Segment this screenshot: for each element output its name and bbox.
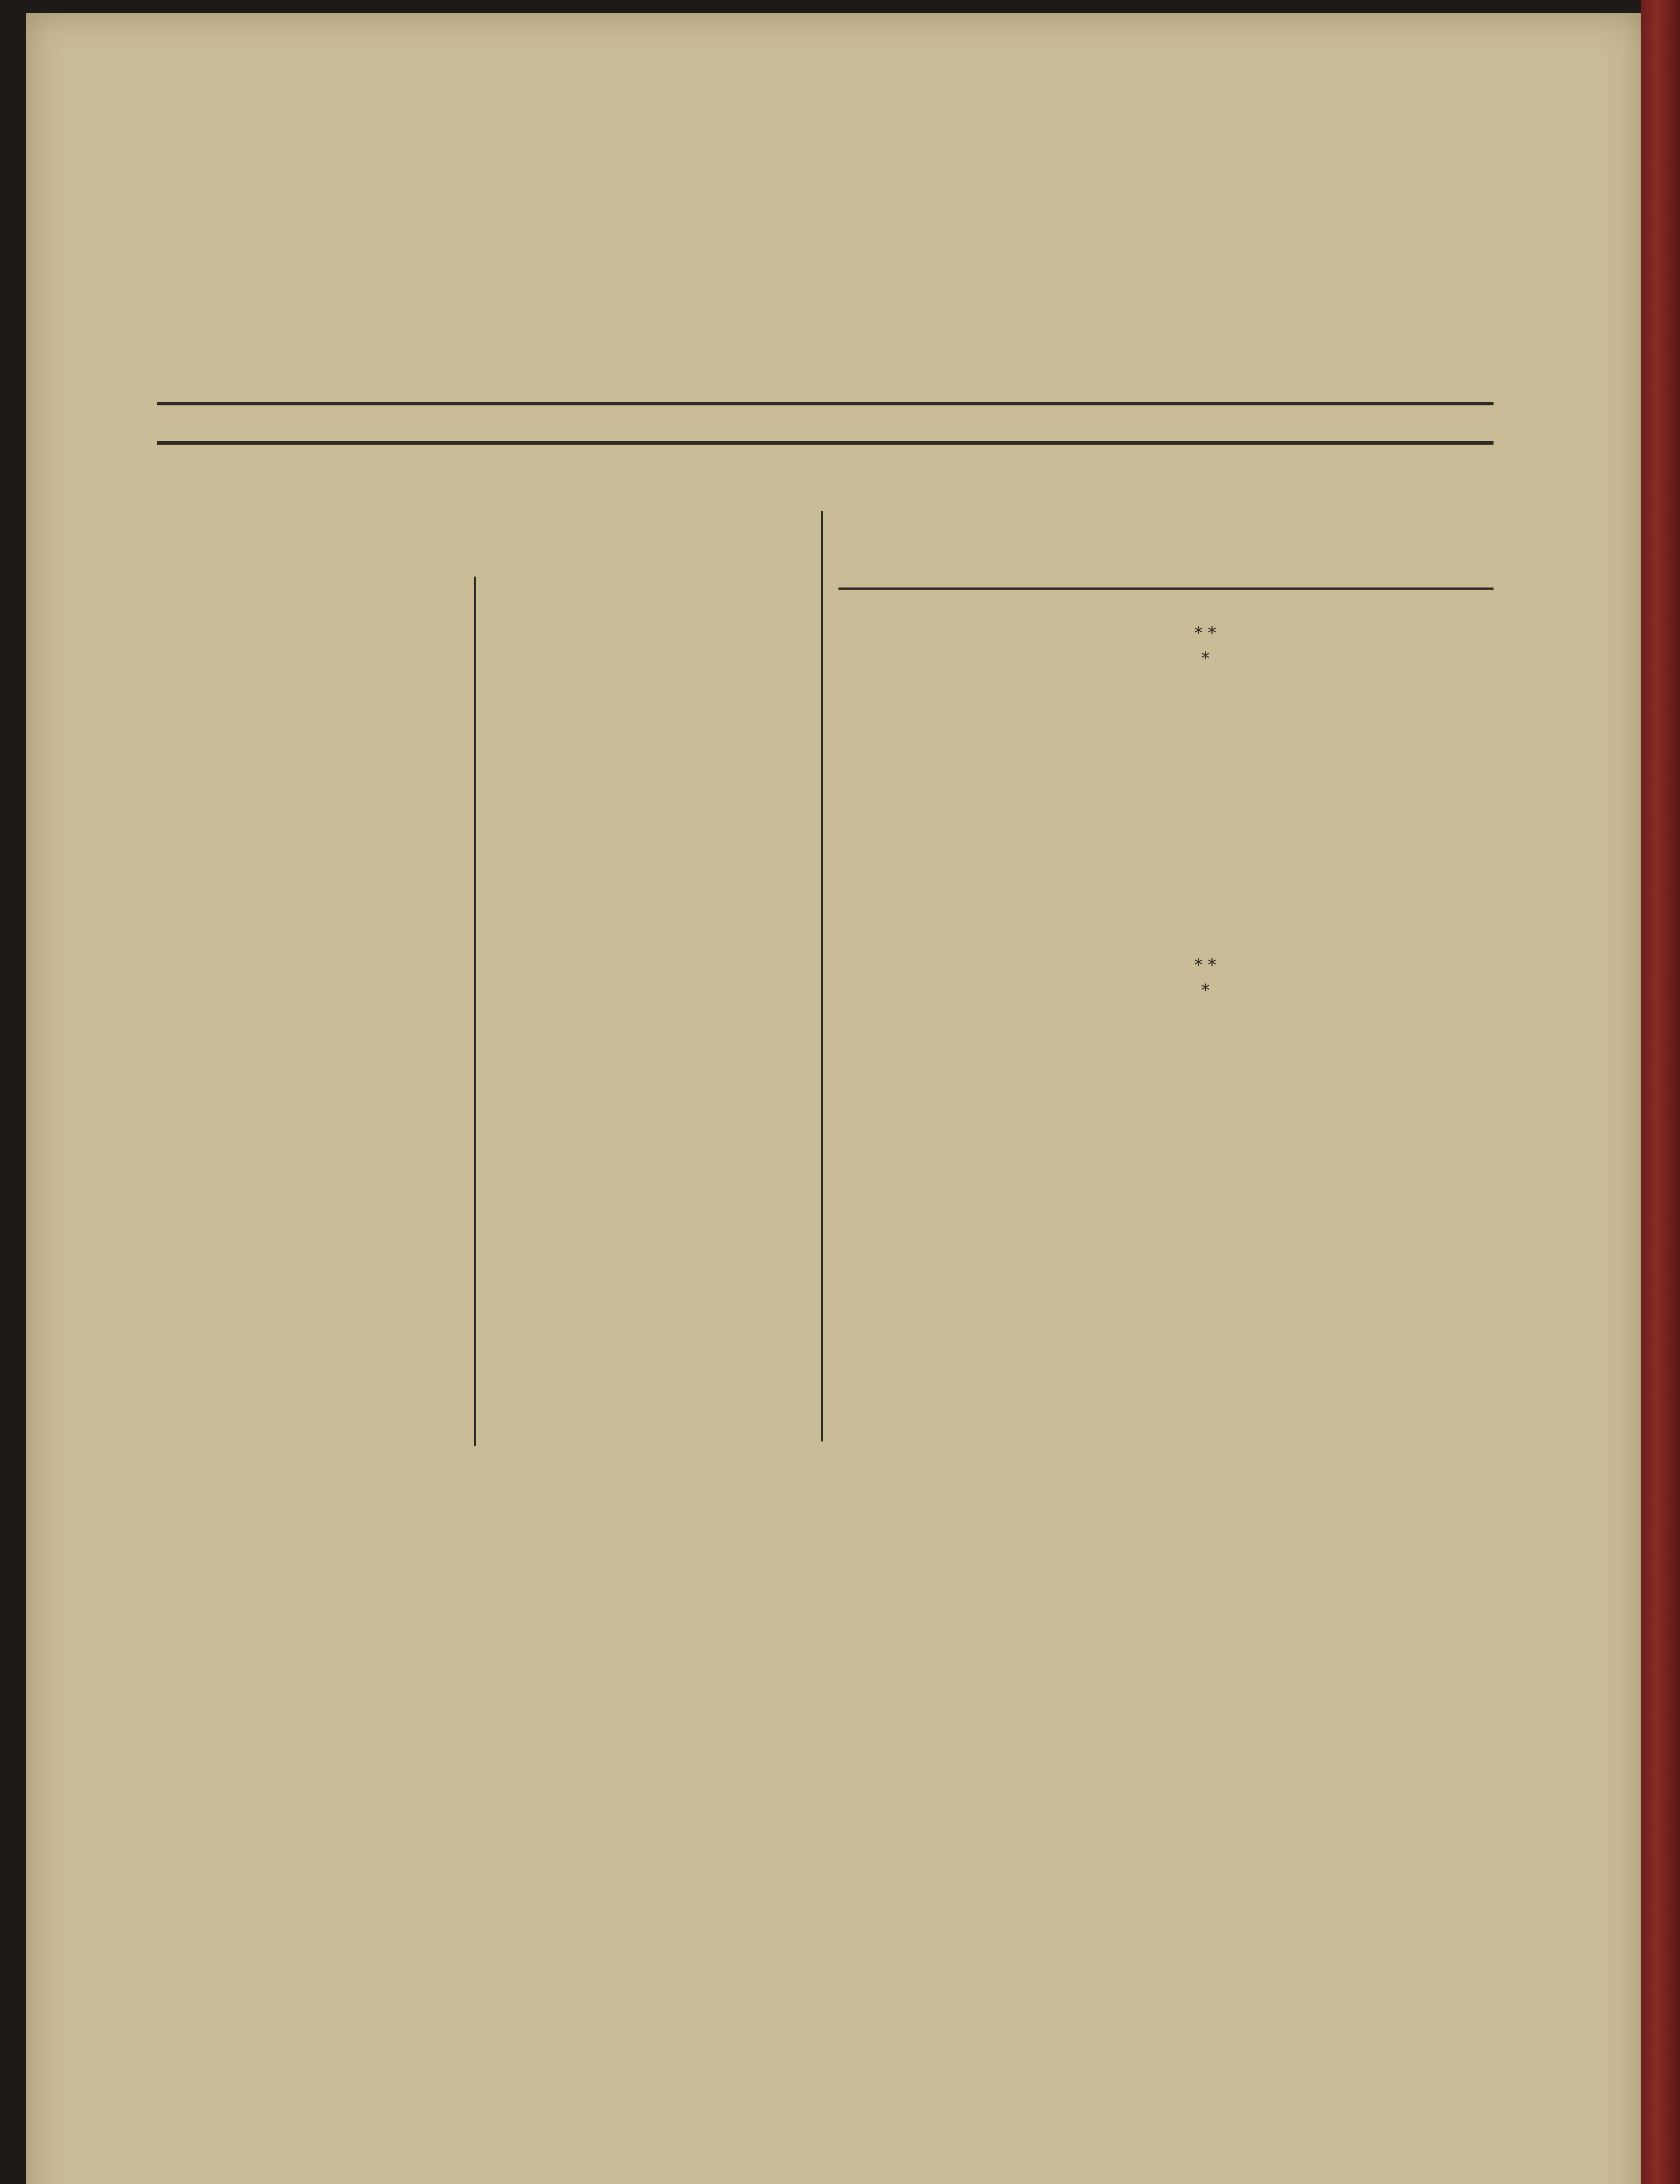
poem-rule: [838, 587, 1494, 590]
column-divider: [474, 577, 476, 1446]
issue-rule-top: [157, 402, 1494, 405]
binding-spine: [1641, 0, 1680, 2184]
separator-stars: * * *: [1194, 623, 1217, 668]
newspaper-page: [26, 13, 1642, 2184]
poem-stanza-2: [917, 952, 1494, 1003]
poem-stanza-1: [917, 620, 1494, 671]
column-divider: [821, 511, 823, 1441]
separator-stars: * * *: [1194, 955, 1217, 1000]
issue-rule-bottom: [157, 441, 1494, 445]
issue-line: [157, 406, 1494, 441]
